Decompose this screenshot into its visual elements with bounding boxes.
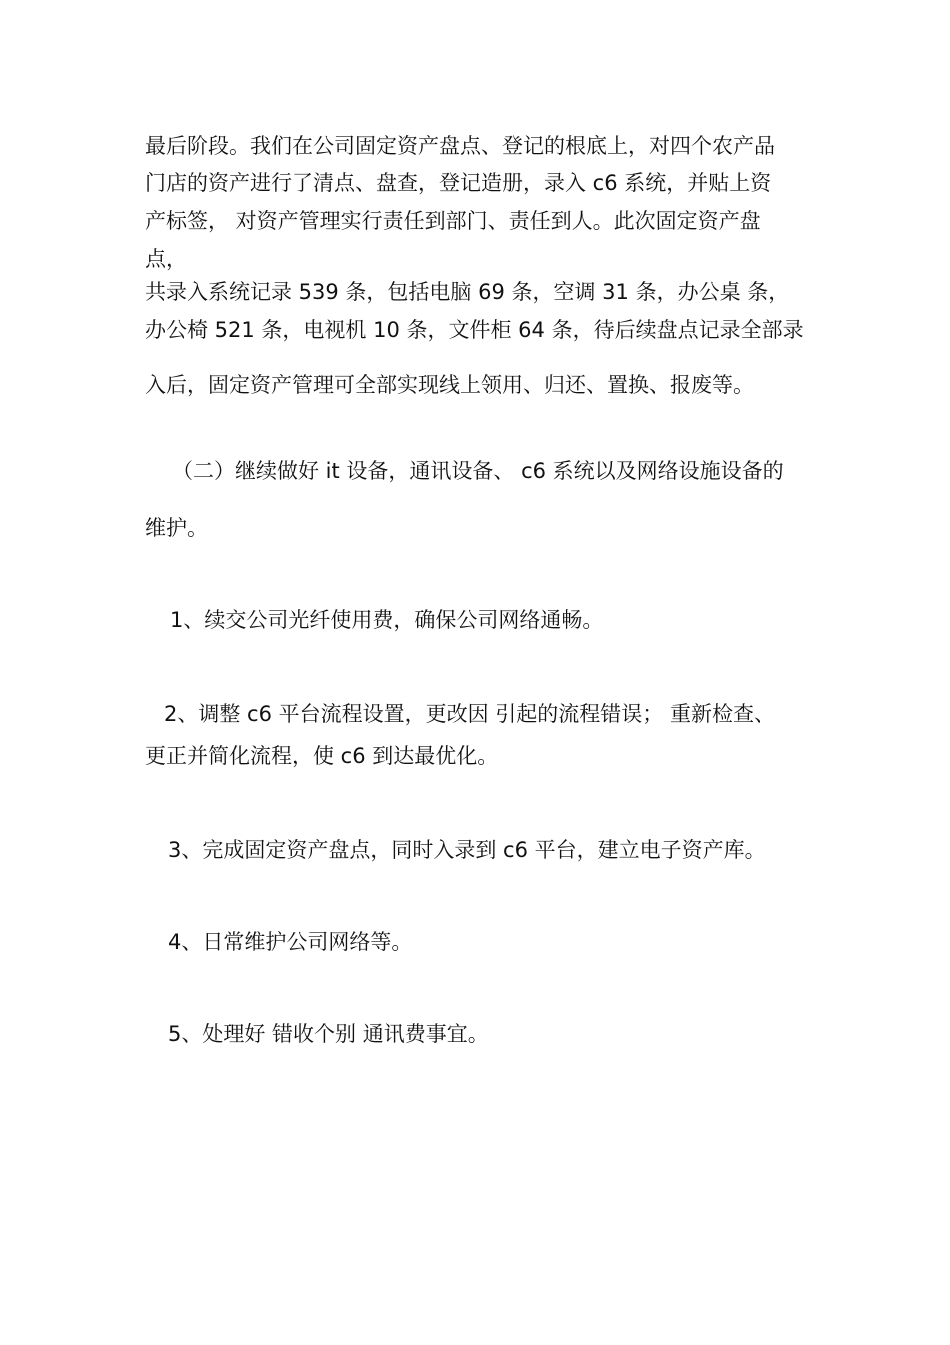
list-item: 3、完成固定资产盘点，同时入录到 c6 平台，建立电子资产库。	[168, 838, 766, 862]
list-item-continuation: 更正并简化流程，使 c6 到达最优化。	[145, 744, 499, 768]
paragraph-line: 入后，固定资产管理可全部实现线上领用、归还、置换、报废等。	[145, 373, 754, 397]
list-item: 4、日常维护公司网络等。	[168, 930, 413, 954]
list-item: 5、处理好 错收个别 通讯费事宜。	[168, 1022, 489, 1046]
paragraph-line: 办公椅 521 条，电视机 10 条，文件柜 64 条，待后续盘点记录全部录	[145, 318, 804, 342]
list-item: 2、调整 c6 平台流程设置，更改因 引起的流程错误； 重新检查、	[164, 702, 775, 726]
paragraph-line: 门店的资产进行了清点、盘查，登记造册，录入 c6 系统，并贴上资	[145, 171, 772, 195]
paragraph-line: 产标签， 对资产管理实行责任到部门、责任到人。此次固定资产盘	[145, 209, 761, 233]
paragraph-line: 最后阶段。我们在公司固定资产盘点、登记的根底上，对四个农产品	[145, 134, 775, 158]
section-heading-continuation: 维护。	[145, 516, 208, 540]
paragraph-line: 点，	[145, 247, 187, 271]
section-heading: （二）继续做好 it 设备，通讯设备、 c6 系统以及网络设施设备的	[172, 459, 784, 483]
list-item: 1、续交公司光纤使用费，确保公司网络通畅。	[170, 608, 604, 632]
paragraph-line: 共录入系统记录 539 条，包括电脑 69 条，空调 31 条，办公桌 条，	[145, 280, 790, 304]
